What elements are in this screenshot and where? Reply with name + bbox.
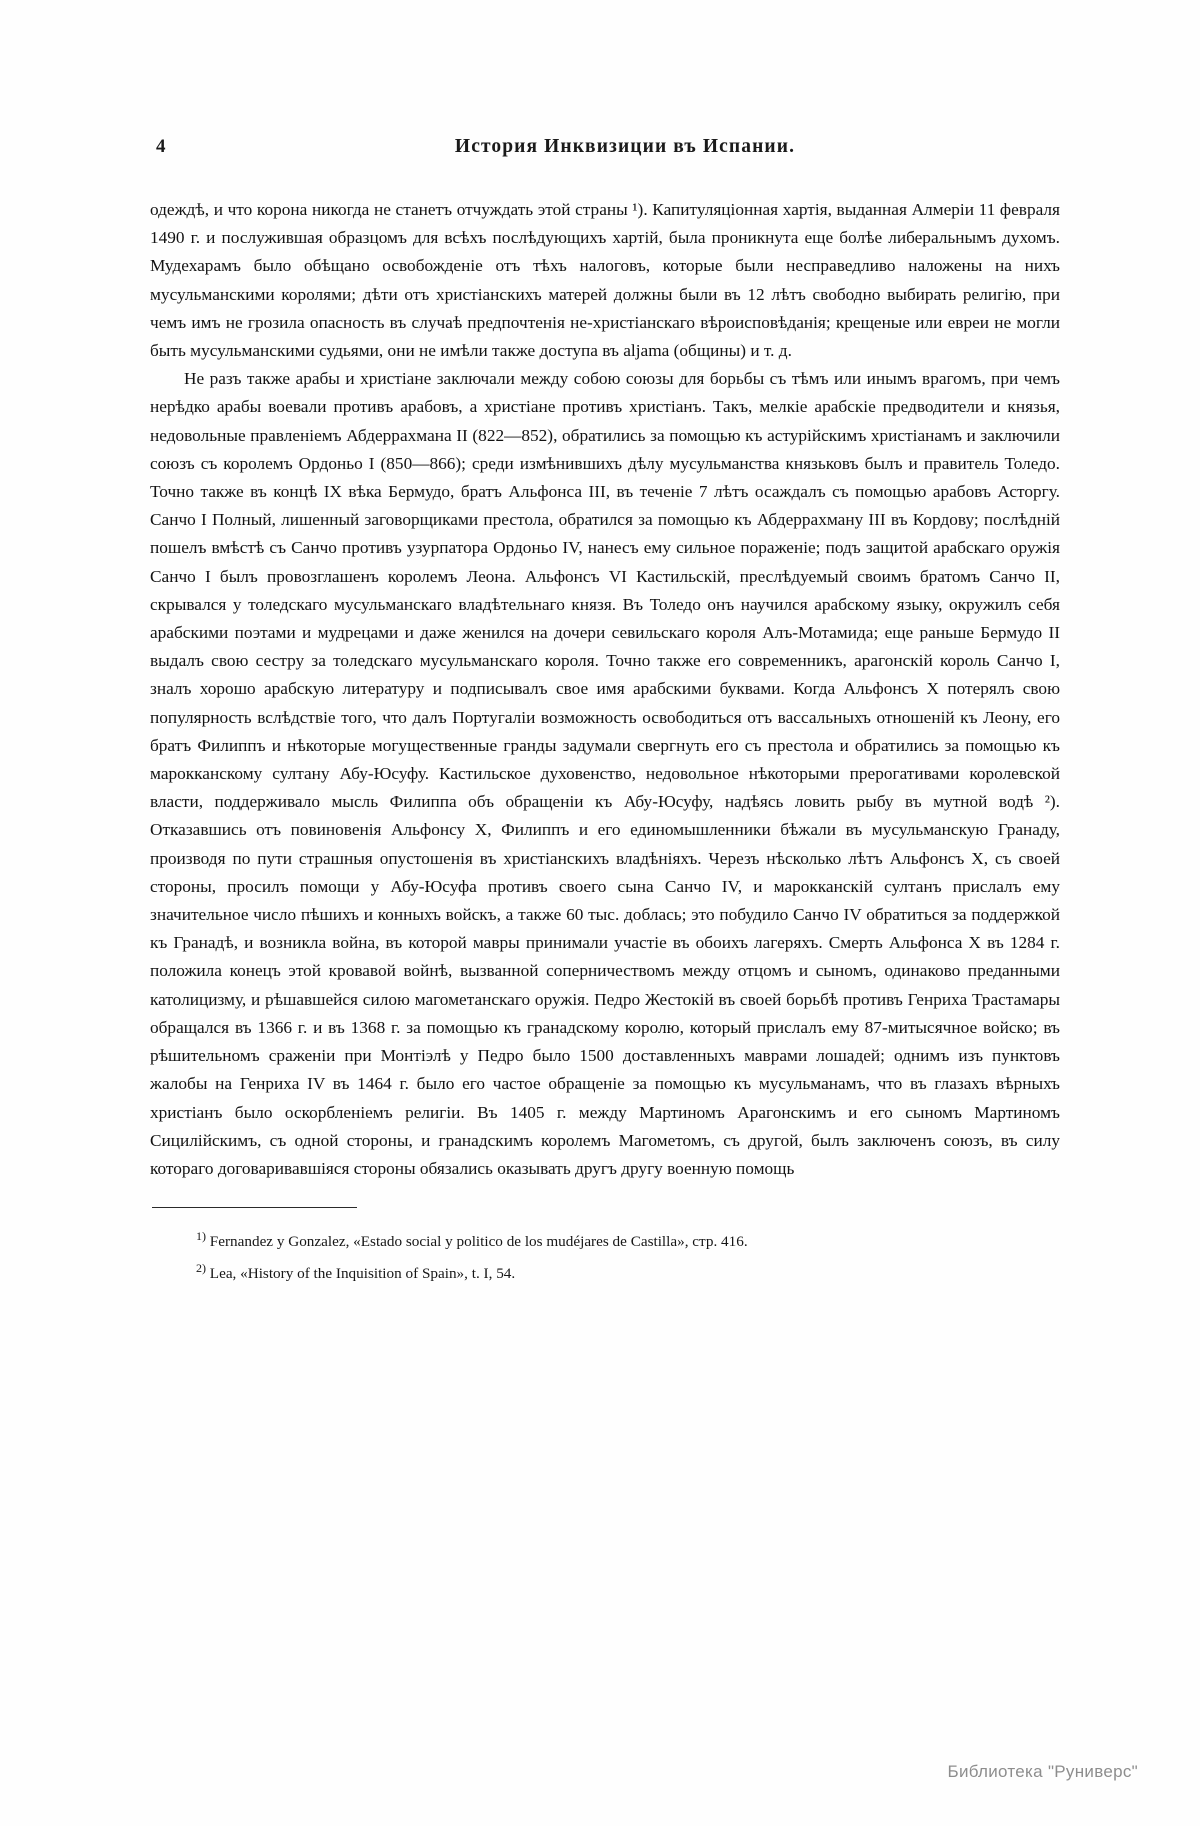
footnote-item-2 [196, 1256, 1060, 1286]
library-watermark: Библиотека "Руниверс" [947, 1762, 1138, 1781]
footnote-item-1 [196, 1224, 1060, 1254]
footnote-separator [152, 1207, 357, 1208]
page-header [150, 130, 1060, 170]
paragraph-2: Не разъ также арабы и христіане заключали между собою союзы для борьбы съ тѣмъ или инымъ врагомъ, при чемъ нерѣдко арабы воевали противъ арабовъ, а христіане противъ христіанъ. Такъ, мелкіе арабскіе предводители и князья, недовольные правленіемъ Абдеррахмана II (822—852), обратились за помощью къ астурійскимъ христіанамъ и заключили союзъ съ королемъ Ордоньо I (850—866); среди измѣнившихъ дѣлу мусульманства князьковъ былъ и правитель Толедо. Точно также въ концѣ IX вѣка Бермудо, братъ Альфонса III, въ теченіе 7 лѣтъ осаждалъ съ помощью арабовъ Асторгу. Санчо I Полный, лишенный заговорщиками престола, обратился за помощью къ Абдеррахману III въ Кордову; послѣдній пошелъ вмѣстѣ съ Санчо противъ узурпатора Ордоньо IV, нанесъ ему сильное пораженіе; подъ защитой арабскаго оружія Санчо I былъ провозглашенъ королемъ Леона. Альфонсъ VI Кастильскій, преслѣдуемый своимъ братомъ Санчо II, скрывался у толедскаго мусульманскаго владѣтельнаго князя. Въ Толедо онъ научился арабскому языку, окружилъ себя арабскими поэтами и мудрецами и даже женился на дочери севильскаго короля Алъ-Мотамида; еще раньше Бермудо II выдалъ свою сестру за толедскаго мусульманскаго короля. Точно также его современникъ, арагонскій король Санчо I, зналъ хорошо арабскую литературу и подписывалъ свое имя арабскими буквами. Когда Альфонсъ X потерялъ свою популярность вслѣдствіе того, что далъ Португаліи возможность освободиться отъ вассальныхъ отношеній къ Леону, его братъ Филиппъ и нѣкоторые могущественные гранды задумали свергнуть его съ престола и обратились за помощью къ марокканскому султану Абу-Юсуфу. Кастильское духовенство, недовольное нѣкоторыми прерогативами королевской власти, поддерживало мысль Филиппа объ обращеніи къ Абу-Юсуфу, надѣясь ловить рыбу въ мутной водѣ ²). Отказавшись отъ повиновенія Альфонсу X, Филиппъ и его единомышленники бѣжали въ мусульманскую Гранаду, производя по пути страшныя опустошенія въ христіанскихъ владѣніяхъ. Черезъ нѣсколько лѣтъ Альфонсъ X, съ своей стороны, просилъ помощи у Абу-Юсуфа противъ своего сына Санчо IV, и марокканскій султанъ прислалъ ему значительное число пѣшихъ и конныхъ войскъ, а также 60 тыс. доблась; это побудило Санчо IV обратиться за поддержкой къ Гранадѣ, и возникла война, въ которой мавры принимали участіе въ обоихъ лагеряхъ. Смерть Альфонса X въ 1284 г. положила конецъ этой кровавой войнѣ, вызванной соперничествомъ между отцомъ и сыномъ, одинаково преданными католицизму, и рѣшавшейся силою магометанскаго оружія. Педро Жестокій въ своей борьбѣ противъ Генриха Трастамары обращался въ 1366 г. и въ 1368 г. за помощью къ гранадскому королю, который прислалъ ему 87-митысячное войско; въ рѣшительномъ сраженіи при Монтіэлѣ у Педро было 1500 доставленныхъ маврами лошадей; однимъ изъ пунктовъ жалобы на Генриха IV въ 1464 г. было его частое обращеніе за помощью къ мусульманамъ, что въ глазахъ вѣрныхъ христіанъ было оскорбленіемъ религіи. Въ 1405 г. между Мартиномъ Арагонскимъ и его сыномъ Мартиномъ Сицилійскимъ, съ одной стороны, и гранадскимъ королемъ Магометомъ, съ другой, былъ заключенъ союзъ, въ силу котораго договаривавшіяся стороны обязались оказывать другъ другу военную помощь [150, 369, 1060, 1178]
running-head-title: История Инквизиции въ Испании. [454, 136, 796, 157]
footnote-text-2: Lea, «History of the Inquisition of Spain», t. I, 54. [209, 1265, 516, 1283]
paragraph-1: одеждѣ, и что корона никогда не станетъ отчуждать этой страны ¹). Капитуляціонная хартія, выданная Алмеріи 11 февраля 1490 г. и послужившая образцомъ для всѣхъ послѣдующихъ хартій, была проникнута еще болѣе либеральнымъ духомъ. Мудехарамъ было обѣщано освобожденіе отъ тѣхъ налоговъ, которые были несправедливо наложены на нихъ мусульманскими королями; дѣти отъ христіанскихъ матерей должны были въ 12 лѣтъ свободно выбирать религію, при чемъ имъ не грозила опасность въ случаѣ предпочтенія не-христіанскаго вѣроисповѣданія; крещеные или евреи не могли быть мусульманскими судьями, они не имѣли также доступа въ aljama (общины) и т. д. [150, 200, 1060, 361]
footnote-text-1: Fernandez y Gonzalez, «Estado social y politico de los mudéjares de Castilla», стр. 416. [209, 1233, 748, 1251]
footnote-marker-1: 1) [196, 1229, 206, 1244]
scanned-page-content [150, 130, 1060, 1690]
page-number: 4 [156, 136, 166, 157]
body-text [150, 196, 1060, 1183]
footnote-marker-2: 2) [196, 1261, 206, 1276]
footnotes-section [150, 1224, 1060, 1286]
